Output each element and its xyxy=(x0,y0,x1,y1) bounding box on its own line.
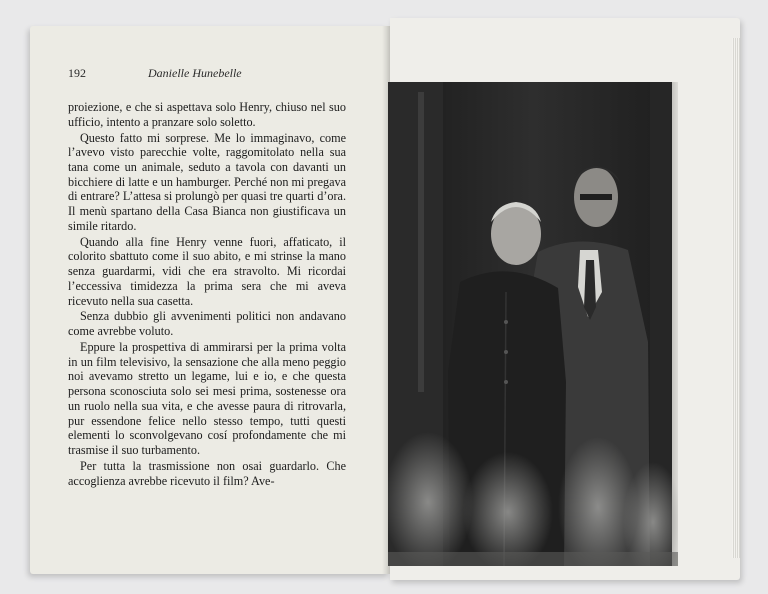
page-number: 192 xyxy=(68,66,86,80)
paragraph: Eppure la prospettiva di ammirarsi per la prima volta in un film televisivo, la sensazione che alla meno peggio noi avevamo stretto un legame, lui e io, e che questa persona sconosciuta solo sei mesi prima, sostenesse ora un ruolo nella sua vita, e che avesse paura di ritrovarla, pur essendone felice nello stesso tempo, tutti questi elementi lo sconvolgevano cosí profondamente che mi trasmise il suo turbamento. xyxy=(68,340,346,457)
paragraph: Per tutta la trasmissione non osai guardarlo. Che accoglienza avrebbe ricevuto il film? Ave- xyxy=(68,458,346,488)
photo-illustration xyxy=(388,82,678,566)
black-and-white-photograph xyxy=(388,82,678,566)
page-edges xyxy=(732,38,740,558)
author-name: Danielle Hunebelle xyxy=(148,66,242,80)
paragraph: Senza dubbio gli avvenimenti politici non andavano come avrebbe voluto. xyxy=(68,309,346,339)
paragraph: Questo fatto mi sorprese. Me lo immaginavo, come l’avevo visto parecchie volte, raggomitolato nella sua tana come un animale, seduto a tavola con davanti un bicchiere di latte e un hamburger. Perché non mi pregava di entrare? L’attesa si prolungò per quasi tre quarti d’ora. Il menù spartano della Casa Bianca non giustificava un simile ritardo. xyxy=(68,130,346,233)
paragraph: Quando alla fine Henry venne fuori, affaticato, il colorito sbattuto come il suo abito, e mi strinse la mano senza guardarmi, vidi che era stravolto. Mi ricordai l’eccessiva timidezza la prima sera che mi aveva ricevuto nella sua casetta. xyxy=(68,234,346,308)
paragraph: proiezione, e che si aspettava solo Henry, chiuso nel suo ufficio, intento a pranzare solo soletto. xyxy=(68,100,346,129)
body-text xyxy=(68,100,346,489)
